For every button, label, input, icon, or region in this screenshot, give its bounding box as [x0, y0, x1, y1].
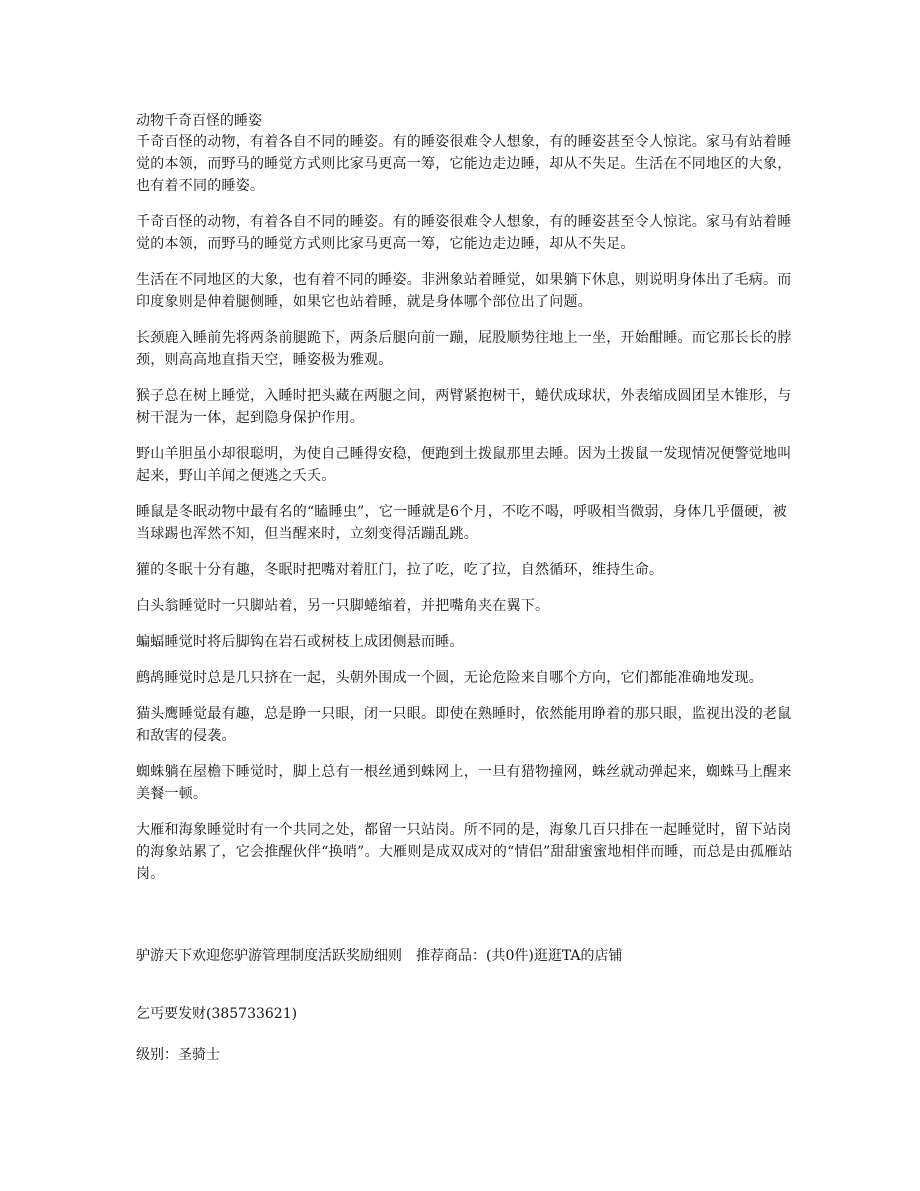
- paragraph-14: 大雁和海象睡觉时有一个共同之处，都留一只站岗。所不同的是，海象几百只排在一起睡觉时，留下站岗的海象站累了，它会推醒伙伴“换哨”。大雁则是成双成对的“情侣”甜甜蜜蜜地相伴而睡，而总是由孤雁站岗。: [136, 822, 793, 882]
- paragraph-9: 白头翁睡觉时一只脚站着，另一只脚蜷缩着，并把嘴角夹在翼下。: [136, 598, 550, 614]
- paragraph-1: 千奇百怪的动物，有着各自不同的睡姿。有的睡姿很难令人想象，有的睡姿甚至令人惊诧。家马有站着睡觉的本领，而野马的睡觉方式则比家马更高一筹，它能边走边睡，却从不失足。生活在不同地区的大象，也有着不同的睡姿。: [136, 134, 792, 194]
- paragraph-13: 蜘蛛躺在屋檐下睡觉时，脚上总有一根丝通到蛛网上，一旦有猎物撞网，蛛丝就动弹起来，蜘蛛马上醒来美餐一顿。: [136, 764, 792, 802]
- article-title: 动物千奇百怪的睡姿: [136, 113, 262, 129]
- footer-link-shop[interactable]: 推荐商品：(共0件)逛逛TA的店铺: [416, 948, 623, 964]
- paragraph-7: 睡鼠是冬眠动物中最有名的“瞌睡虫”，它一睡就是6个月，不吃不喝，呼吸相当微弱，身体几乎僵硬，被当球踢也浑然不知，但当醒来时，立刻变得活蹦乱跳。: [136, 504, 787, 542]
- paragraph-11: 鹧鸪睡觉时总是几只挤在一起，头朝外围成一个圆，无论危险来自哪个方向，它们都能准确地发现。: [136, 670, 763, 686]
- footer-links: [136, 946, 836, 966]
- paragraph-8: 獾的冬眠十分有趣，冬眠时把嘴对着肛门，拉了吃，吃了拉，自然循环，维持生命。: [136, 562, 664, 578]
- footer-link-welcome[interactable]: 驴游天下欢迎您驴游管理制度活跃奖励细则: [136, 948, 402, 964]
- paragraph-12: 猫头鹰睡觉最有趣，总是睁一只眼，闭一只眼。即使在熟睡时，依然能用睁着的那只眼，监视出没的老鼠和敌害的侵袭。: [136, 706, 792, 744]
- paragraph-6: 野山羊胆虽小却很聪明，为使自己睡得安稳，便跑到土拨鼠那里去睡。因为土拨鼠一发现情况便警觉地叫起来，野山羊闻之便逃之夭夭。: [136, 446, 792, 484]
- footer-user-level: 级别：圣骑士: [136, 1047, 220, 1063]
- paragraph-2: 千奇百怪的动物，有着各自不同的睡姿。有的睡姿很难令人想象，有的睡姿甚至令人惊诧。家马有站着睡觉的本领，而野马的睡觉方式则比家马更高一筹，它能边走边睡，却从不失足。: [136, 214, 792, 252]
- paragraph-3: 生活在不同地区的大象，也有着不同的睡姿。非洲象站着睡觉，如果躺下休息，则说明身体出了毛病。而印度象则是伸着腿侧睡，如果它也站着睡，就是身体哪个部位出了问题。: [136, 272, 792, 310]
- article: [136, 112, 794, 899]
- paragraph-5: 猴子总在树上睡觉，入睡时把头藏在两腿之间，两臂紧抱树干，蜷伏成球状，外表缩成圆团呈木锥形，与树干混为一体，起到隐身保护作用。: [136, 388, 792, 426]
- paragraph-10: 蝙蝠睡觉时将后脚钩在岩石或树枝上成团侧悬而睡。: [136, 634, 464, 650]
- paragraph-4: 长颈鹿入睡前先将两条前腿跪下，两条后腿向前一蹦，屁股顺势往地上一坐，开始酣睡。而它那长长的脖颈，则高高地直指天空，睡姿极为雅观。: [136, 330, 792, 368]
- footer-username: 乞丐要发财(385733621): [136, 1006, 298, 1022]
